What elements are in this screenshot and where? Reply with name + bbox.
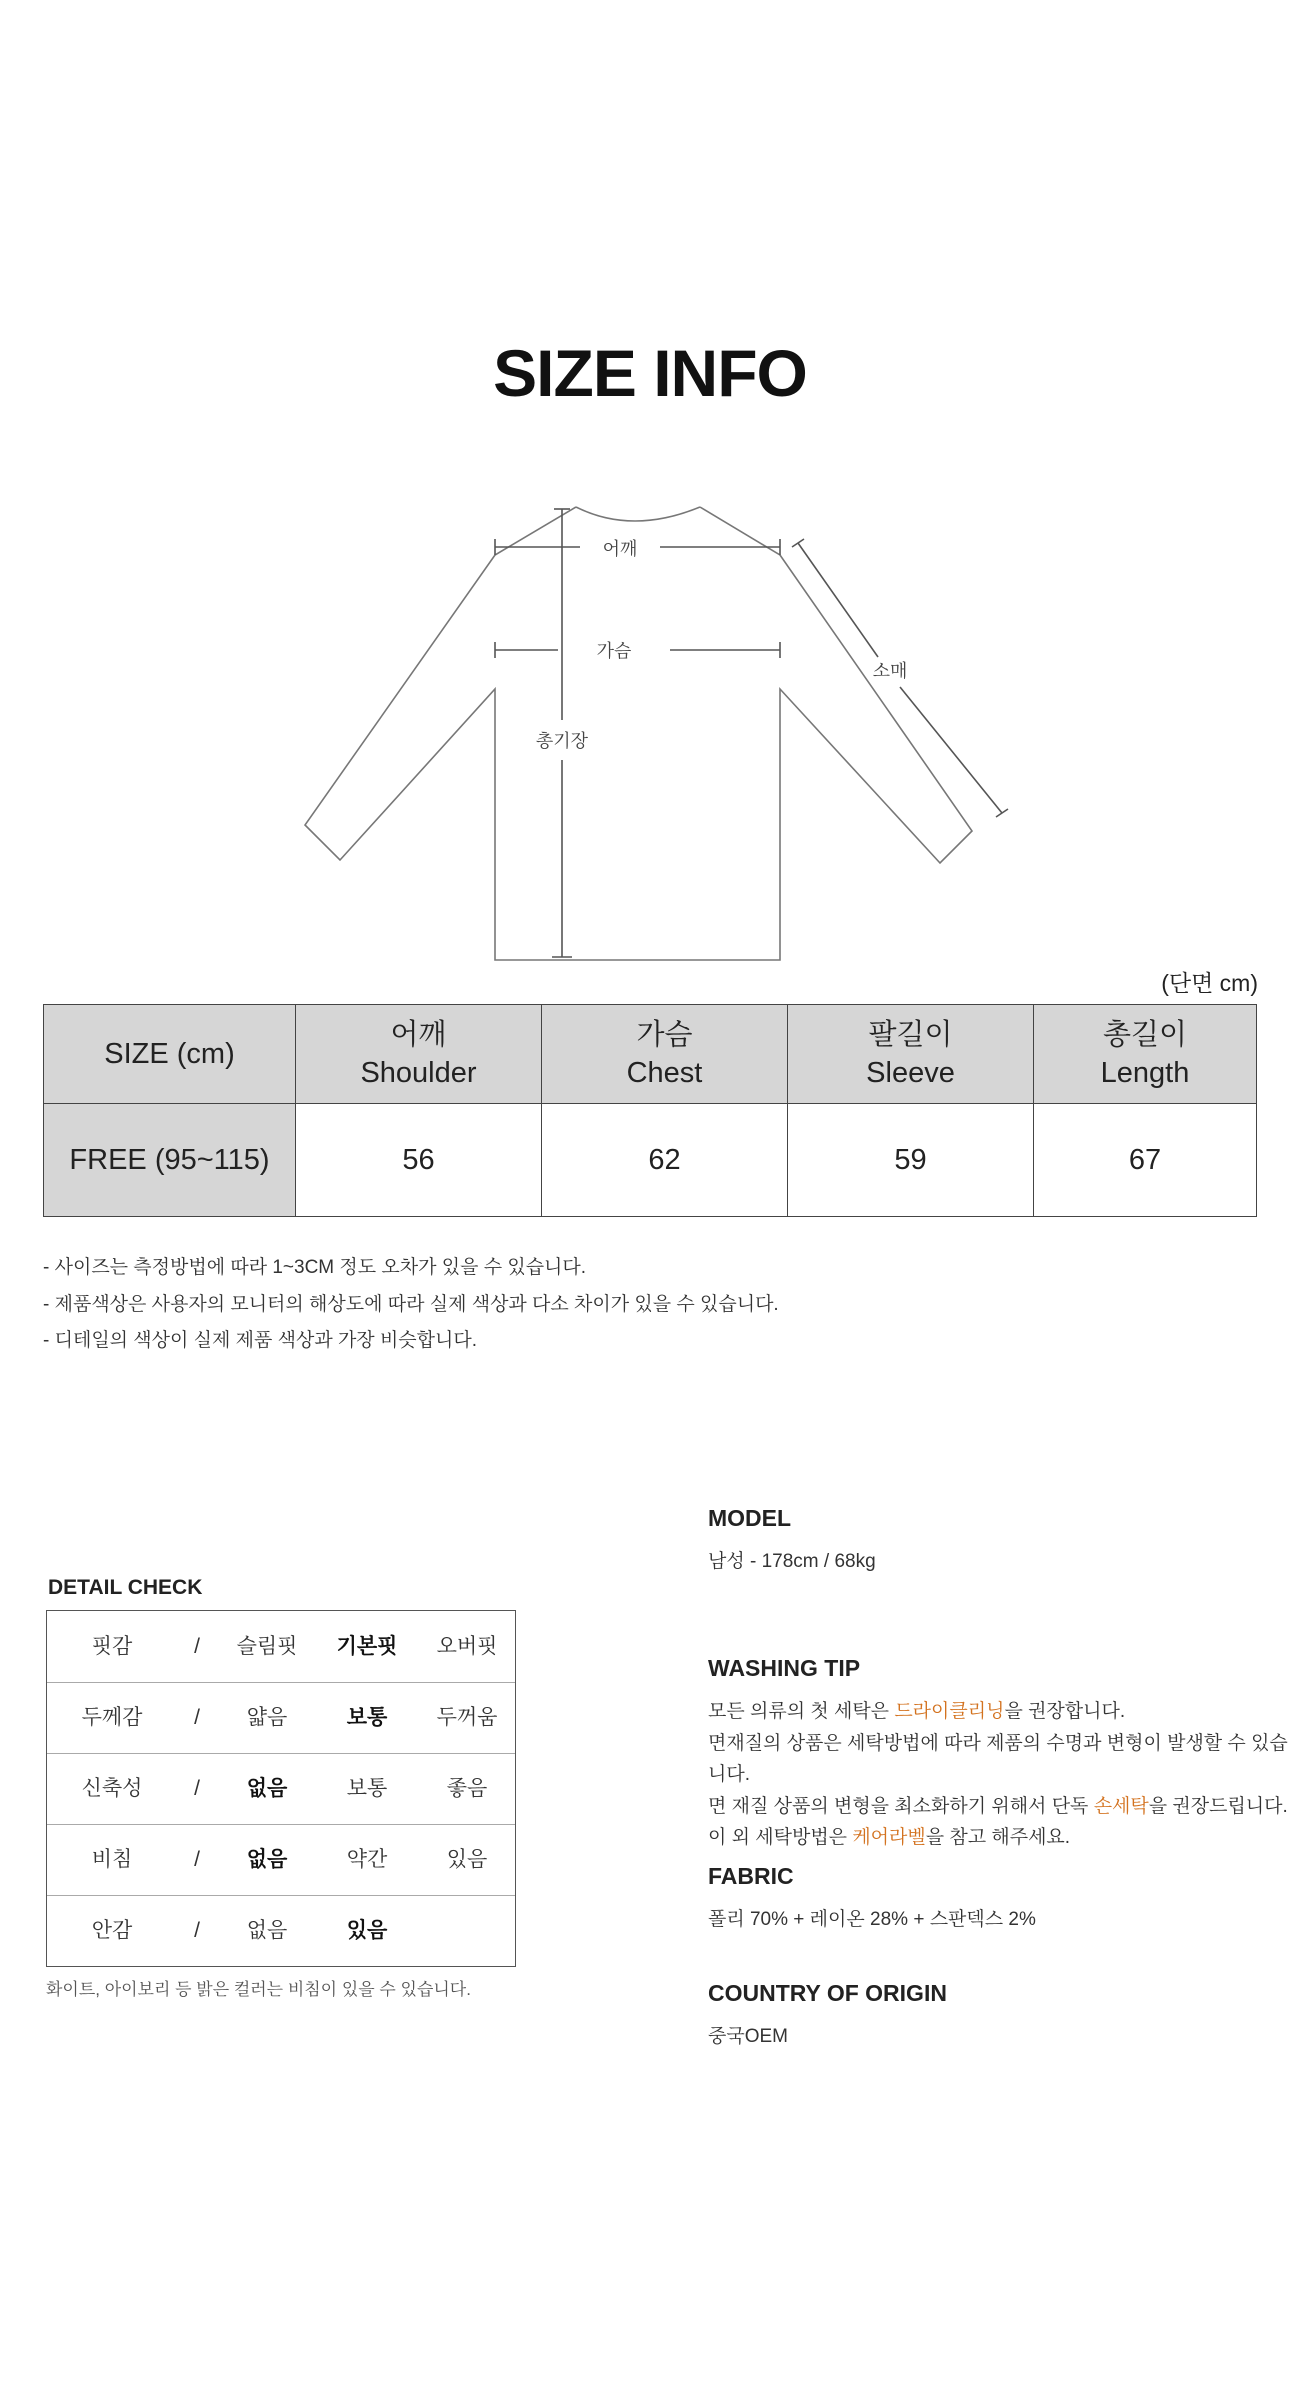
detail-option-selected: 기본핏	[336, 1635, 398, 1658]
label-shoulder: 어깨	[602, 539, 638, 560]
detail-option: 오버핏	[436, 1635, 498, 1658]
detail-label: 두께감	[81, 1706, 143, 1729]
label-chest: 가슴	[596, 641, 632, 662]
model-body: 남성 - 178cm / 68kg	[708, 1551, 876, 1572]
detail-label: 신축성	[81, 1777, 143, 1800]
detail-option-selected: 보통	[346, 1706, 388, 1729]
value-chest: 62	[542, 1104, 788, 1217]
header-shoulder: 어깨 Shoulder	[296, 1005, 542, 1104]
fabric-section	[708, 1863, 1036, 1936]
detail-row-lining	[47, 1895, 515, 1966]
detail-option: 두꺼움	[436, 1706, 498, 1729]
model-section	[708, 1505, 876, 1578]
note-item: - 사이즈는 측정방법에 따라 1~3CM 정도 오차가 있을 수 있습니다.	[43, 1257, 587, 1278]
label-sleeve: 소매	[872, 661, 908, 682]
washing-line: 모든 의류의 첫 세탁은 드라이클리닝을 권장합니다.	[708, 1701, 1126, 1722]
washing-body	[708, 1696, 1300, 1854]
detail-sep: /	[194, 1706, 200, 1729]
fabric-body: 폴리 70% + 레이온 28% + 스판덱스 2%	[708, 1909, 1036, 1930]
origin-section	[708, 1980, 947, 2053]
washing-title: WASHING TIP	[708, 1655, 861, 1681]
garment-diagram	[290, 495, 1010, 975]
label-length: 총기장	[535, 731, 589, 752]
detail-row-fit	[47, 1611, 515, 1683]
table-row	[44, 1104, 1257, 1217]
origin-title: COUNTRY OF ORIGIN	[708, 1980, 947, 2006]
detail-label: 비침	[91, 1848, 133, 1871]
detail-option: 없음	[246, 1919, 288, 1942]
washing-section	[708, 1655, 1300, 1854]
model-title: MODEL	[708, 1505, 792, 1531]
highlight-dry-cleaning: 드라이클리닝	[894, 1701, 1005, 1722]
note-item: - 디테일의 색상이 실제 제품 색상과 가장 비슷합니다.	[43, 1330, 477, 1351]
washing-line: 면재질의 상품은 세탁방법에 따라 제품의 수명과 변형이 발생할 수 있습니다.	[708, 1732, 1288, 1785]
unit-note: (단면 cm)	[1161, 970, 1258, 996]
size-notes	[43, 1250, 779, 1360]
origin-body: 중국OEM	[708, 2026, 788, 2047]
header-size: SIZE (cm)	[44, 1005, 296, 1104]
detail-row-thickness	[47, 1682, 515, 1754]
detail-option: 있음	[446, 1848, 488, 1871]
detail-option-selected: 있음	[346, 1919, 388, 1942]
header-sleeve: 팔길이 Sleeve	[788, 1005, 1034, 1104]
detail-option-selected: 없음	[246, 1848, 288, 1871]
size-table-header	[44, 1005, 1257, 1104]
detail-option: 좋음	[446, 1777, 488, 1800]
value-shoulder: 56	[296, 1104, 542, 1217]
detail-sep: /	[194, 1777, 200, 1800]
size-table	[43, 1004, 1257, 1217]
detail-check-note: 화이트, 아이보리 등 밝은 컬러는 비침이 있을 수 있습니다.	[46, 1980, 471, 1999]
fabric-title: FABRIC	[708, 1863, 794, 1889]
garment-outline	[305, 507, 972, 960]
detail-label: 안감	[91, 1919, 133, 1942]
detail-option: 약간	[346, 1848, 388, 1871]
detail-check-table	[46, 1610, 516, 1967]
detail-check-title: DETAIL CHECK	[48, 1576, 203, 1599]
detail-sep: /	[194, 1635, 200, 1658]
detail-sep: /	[194, 1848, 200, 1871]
highlight-hand-wash: 손세탁	[1093, 1795, 1149, 1817]
washing-line: 이 외 세탁방법은 케어라벨을 참고 해주세요.	[708, 1827, 1071, 1848]
highlight-care-label: 케어라벨	[852, 1827, 926, 1848]
detail-row-stretch	[47, 1753, 515, 1825]
detail-option: 보통	[346, 1777, 388, 1800]
page-title: SIZE INFO	[493, 336, 807, 410]
detail-row-sheer	[47, 1824, 515, 1896]
note-item: - 제품색상은 사용자의 모니터의 해상도에 따라 실제 색상과 다소 차이가 있을 수 있습니다.	[43, 1293, 779, 1315]
value-sleeve: 59	[788, 1104, 1034, 1217]
value-length: 67	[1034, 1104, 1257, 1217]
detail-option: 슬림핏	[236, 1635, 298, 1658]
detail-sep: /	[194, 1919, 200, 1942]
detail-option: 얇음	[246, 1706, 288, 1729]
header-chest: 가슴 Chest	[542, 1005, 788, 1104]
detail-option-selected: 없음	[246, 1777, 288, 1800]
size-cell: FREE (95~115)	[44, 1104, 296, 1217]
detail-label: 핏감	[91, 1635, 133, 1658]
header-length: 총길이 Length	[1034, 1005, 1257, 1104]
washing-line: 면 재질 상품의 변형을 최소화하기 위해서 단독 손세탁을 권장드립니다.	[708, 1795, 1288, 1817]
